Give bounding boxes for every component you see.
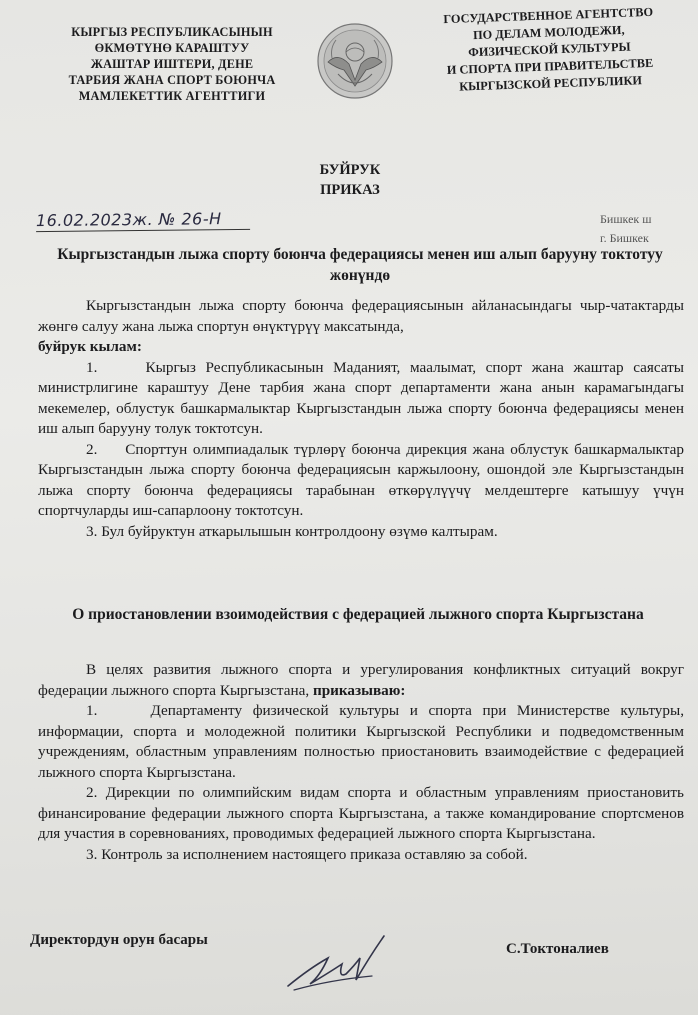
ru-intro-text: В целях развития лыжного спорта и урегулирования конфликтных ситуаций вокруг федерации лыжного спорта Кыргызстана, bbox=[38, 661, 684, 699]
kg-intro bbox=[38, 296, 684, 358]
header-russian-line: ФИЗИЧЕСКОЙ КУЛЬТУРЫ bbox=[468, 39, 631, 60]
kg-item-3: 3. Бул буйруктун аткарылышын контролдоону өзүмө калтырам. bbox=[86, 522, 498, 540]
ru-item-3: 3. Контроль за исполнением настоящего приказа оставляю за собой. bbox=[86, 845, 528, 863]
order-title-ru: ПРИКАЗ bbox=[320, 182, 380, 198]
header-russian-line: ГОСУДАРСТВЕННОЕ АГЕНТСТВО bbox=[443, 4, 654, 27]
ru-intro bbox=[38, 660, 684, 701]
kg-section-heading: Кыргызстандын лыжа спорту боюнча федерациясы менен иш алып барууну токтотуу жөнүндө bbox=[57, 246, 663, 284]
kg-item-1: 1. Кыргыз Республикасынын Маданият, маалымат, спорт жана жаштар саясаты министрлигине караштуу Дене тарбия жана спорт департаменти жана анын карамагындагы мекемелер, облустук башкармалыктар Кыргызстандын лыжа спорту боюнча федерациясы менен иш алып барууну толук токтотсун. bbox=[38, 358, 684, 437]
city-kg: Бишкек ш bbox=[600, 212, 652, 226]
city-ru: г. Бишкек bbox=[600, 231, 649, 245]
header-russian-line: КЫРГЫЗСКОЙ РЕСПУБЛИКИ bbox=[458, 73, 643, 94]
ru-order-word: приказываю: bbox=[312, 681, 406, 699]
signatory-name: С.Токтоналиев bbox=[506, 941, 609, 957]
ru-section-heading: О приостановлении взоимодействия с федерацией лыжного спорта Кыргызстана bbox=[72, 606, 644, 623]
header-kyrgyz-line: ТАРБИЯ ЖАНА СПОРТ БОЮНЧА bbox=[68, 73, 276, 87]
header-russian-line: И СПОРТА ПРИ ПРАВИТЕЛЬСТВЕ bbox=[446, 55, 654, 78]
header-kyrgyz-line: КЫРГЫЗ РЕСПУБЛИКАСЫНЫН bbox=[71, 25, 273, 39]
kg-section-body bbox=[38, 296, 684, 542]
ru-item-2: 2. Дирекции по олимпийским видам спорта и областным управлениям приостановить финансирование федерации лыжного спорта Кыргызстана, а также командирование спортсменов для участия в соревнованиях, проводимых федерацией лыжного спорта Кыргызстана. bbox=[38, 784, 684, 842]
header-kyrgyz-line: ЖАШТАР ИШТЕРИ, ДЕНЕ bbox=[90, 57, 254, 71]
header-kyrgyz-line: ӨКМӨТҮНӨ КАРАШТУУ bbox=[94, 41, 250, 55]
city-label bbox=[600, 210, 651, 248]
header-kyrgyz bbox=[52, 24, 292, 104]
order-date-number: 16.02.2023ж. № 26-Н bbox=[36, 209, 250, 232]
header-russian-line: ПО ДЕЛАМ МОЛОДЕЖИ, bbox=[472, 22, 625, 43]
header-kyrgyz-line: МАМЛЕКЕТТИК АГЕНТТИГИ bbox=[78, 89, 266, 103]
handwritten-signature-icon bbox=[280, 928, 400, 998]
signatory-role: Директордун орун басары bbox=[30, 932, 208, 948]
ru-item-1: 1. Департаменту физической культуры и спорта при Министерстве культуры, информации, спорта и молодежной политики Кыргызской Республики и подведомственным учреждениям, областным управлениям полностью приостановить взаимодействие с федерацией лыжного спорта Кыргызстана. bbox=[38, 702, 684, 781]
order-title bbox=[250, 160, 450, 200]
order-title-kg: БУЙРУК bbox=[319, 162, 381, 178]
kg-item-2: 2. Спорттун олимпиадалык түрлөрү боюнча дирекция жана облустук башкармалыктар Кыргызстандын лыжа спорту боюнча федерациясын каржылоону, ошондой эле Кыргызстандын лыжа спорту боюнча федерациясы тарабынан өткөрүлүүчү мелдештерге катышуу үчүн спортчуларды иш-сапарлоону токтотсун. bbox=[38, 440, 684, 519]
state-emblem-icon bbox=[316, 22, 394, 100]
ru-section-body bbox=[38, 660, 684, 865]
header-russian bbox=[418, 3, 681, 97]
kg-intro-text: Кыргызстандын лыжа спорту боюнча федерациясынын айланасындагы чыр-чатактарды жөнгө салуу жана лыжа спортун өнүктүрүү максатында, bbox=[38, 297, 684, 335]
kg-order-word: буйрук кылам: bbox=[38, 338, 142, 355]
